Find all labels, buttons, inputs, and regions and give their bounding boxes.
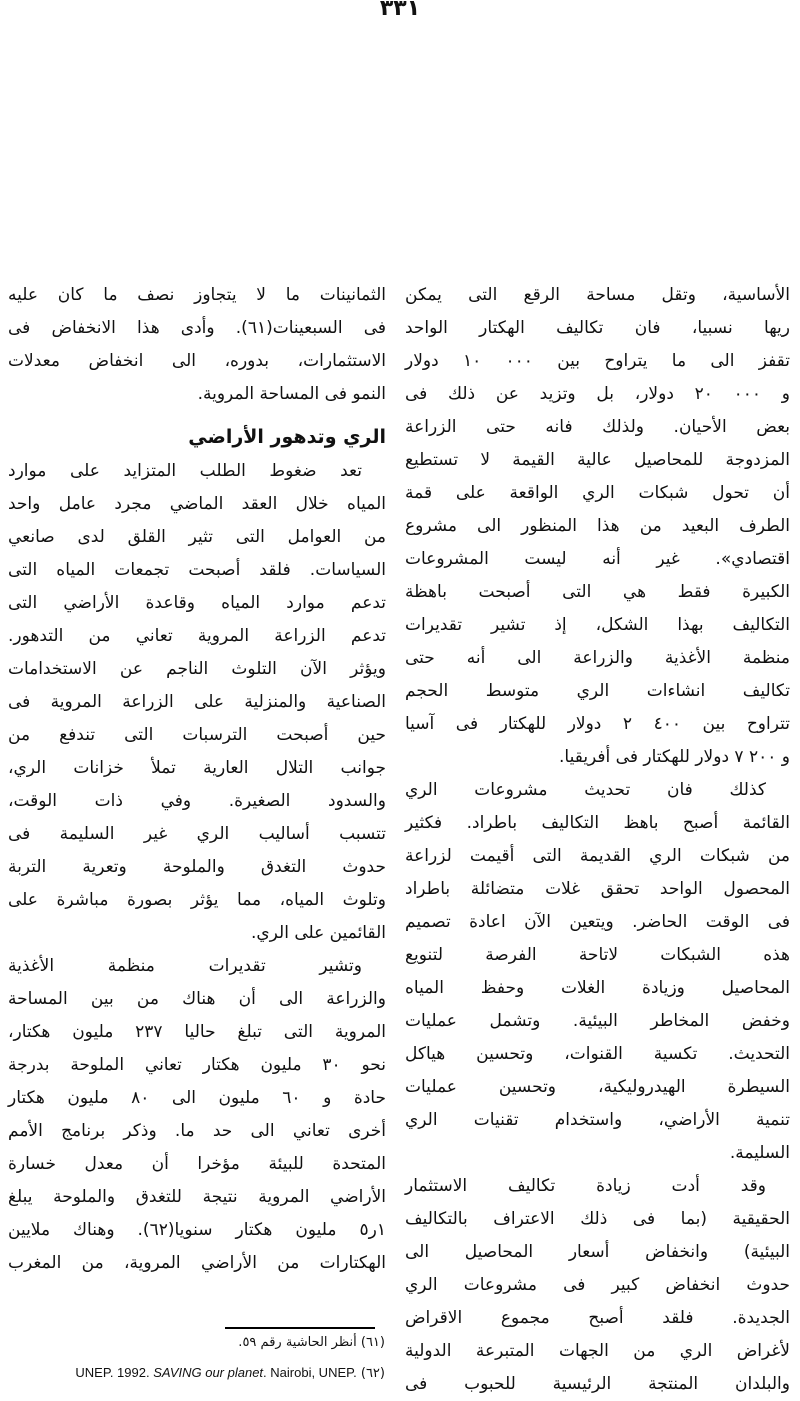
paragraph [8, 950, 386, 1280]
text-line: النمو فى المساحة المروية. [197, 384, 386, 404]
text-line: لأغراض الري من الجهات المتبرعة الدولية [405, 1341, 790, 1361]
text-line: وتشير تقديرات منظمة الأغذية [8, 956, 362, 976]
text-line: بعض الأحيان. ولذلك فانه حتى الزراعة [405, 417, 790, 437]
text-line: المحاصيل وزيادة الغلات وحفظ المياه [405, 978, 790, 998]
text-line: و ٠٠٠ ٢٠ دولار، بل وتزيد عن ذلك فى [405, 384, 791, 404]
citation-publisher: . Nairobi, UNEP. [263, 1365, 357, 1380]
text-line: السليمة. [729, 1143, 790, 1163]
text-line: تعد ضغوط الطلب المتزايد على موارد [8, 461, 362, 481]
paragraph [405, 1170, 790, 1401]
text-line: المتحدة للبيئة مؤخرا أن معدل خسارة [8, 1154, 386, 1174]
citation-title: SAVING our planet [153, 1365, 264, 1380]
text-line: جوانب التلال العارية تملأ خزانات الري، [8, 758, 386, 778]
text-line: أخرى تعاني الى حد ما. وذكر برنامج الأمم [8, 1121, 386, 1141]
text-line: حدوث التغدق والملوحة وتعرية التربة [8, 857, 386, 877]
text-line: الطرف البعيد من هذا المنظور الى مشروع [405, 516, 790, 536]
page-number: ٣٣١ [379, 0, 421, 21]
right-column [405, 279, 790, 1401]
footnote-number: (٦١) [360, 1335, 385, 1350]
text-line: تتسبب أساليب الري غير السليمة فى [8, 824, 386, 844]
text-line: من العوامل التى تثير القلق لدى صانعي [8, 527, 386, 547]
footnote-text: أنظر الحاشية رقم ٥٩. [238, 1335, 357, 1350]
text-line: والزراعة الى أن هناك من بين المساحة [8, 989, 386, 1009]
text-line: تدعم الزراعة المروية تعاني من التدهور. [8, 626, 386, 646]
footnote-divider [225, 1327, 375, 1329]
text-line: والسدود الصغيرة. وفي ذات الوقت، [8, 791, 386, 811]
text-line: منظمة الأغذية والزراعة الى أنه حتى [405, 648, 790, 668]
text-line: الهكتارات من الأراضي المروية، من المغرب [8, 1253, 386, 1273]
text-line: البيئية) وانخفاض أسعار المحاصيل الى [405, 1242, 790, 1262]
text-line: الحقيقية (بما فى ذلك الاعتراف بالتكاليف [405, 1209, 790, 1229]
text-line: التحديث. تكسية القنوات، وتحسين هياكل [405, 1044, 790, 1064]
paragraph [405, 774, 790, 1170]
text-line: وقد أدت زيادة تكاليف الاستثمار [405, 1176, 766, 1196]
section-heading: الري وتدهور الأراضي [188, 426, 386, 448]
text-line: ويؤثر الآن التلوث الناجم عن الاستخدامات [8, 659, 386, 679]
text-line: من شبكات الري القديمة التى أقيمت لزراعة [405, 846, 790, 866]
text-line: القائمين على الري. [250, 923, 386, 943]
text-line: والبلدان المنتجة الرئيسية للحبوب فى [405, 1374, 790, 1394]
text-line: السياسات. فلقد أصبحت تجمعات المياه التى [8, 560, 386, 580]
text-line: التكاليف بهذا الشكل، إذ تشير تقديرات [405, 615, 790, 635]
text-line: هذه الشبكات لاتاحة الفرصة لتنويع [405, 945, 790, 965]
paragraph [405, 279, 790, 774]
text-line: و ٢٠٠ ٧ دولار للهكتار فى أفريقيا. [559, 747, 790, 767]
paragraph [8, 455, 386, 950]
text-line: تتراوح بين ٤٠٠ ٢ دولار للهكتار فى آسيا [405, 714, 790, 734]
text-line: تدعم موارد المياه وقاعدة الأراضي التى [8, 593, 386, 613]
text-line: أن تحول شبكات الري الواقعة على قمة [405, 483, 790, 503]
text-line: الجديدة. فلقد أصبح مجموع الاقراض [405, 1308, 790, 1328]
text-line: الصناعية والمنزلية على الزراعة المروية فى [8, 692, 386, 712]
text-line: المزدوجة للمحاصيل عالية القيمة لا تستطيع [405, 450, 790, 470]
text-line: وخفض المخاطر البيئية. وتشمل عمليات [405, 1011, 790, 1031]
text-line: المروية التى تبلغ حاليا ٢٣٧ مليون هكتار، [8, 1022, 387, 1042]
text-line: الأساسية، وتقل مساحة الرقع التى يمكن [405, 285, 790, 305]
text-line: المحصول الواحد تحقق غلات متضائلة باطراد [405, 879, 790, 899]
text-line: حادة و ٦٠ مليون الى ٨٠ مليون هكتار [8, 1088, 386, 1108]
text-line: المياه خلال العقد الماضي مجرد عامل واحد [8, 494, 386, 514]
text-line: تقفز الى ما يتراوح بين ٠٠٠ ١٠ دولار [405, 351, 791, 371]
text-line: الأراضي المروية نتيجة للتغدق والملوحة يبلغ [8, 1187, 386, 1207]
text-line: نحو ٣٠ مليون هكتار تعاني الملوحة بدرجة [8, 1055, 386, 1075]
text-line: تنمية الأراضي، واستخدام تقنيات الري [405, 1110, 790, 1130]
footnote-61 [238, 1335, 385, 1350]
text-line: ١ر٥ مليون هكتار سنويا(٦٢). وهناك ملايين [8, 1220, 386, 1240]
text-line: الكبيرة فقط هي التى أصبحت باهظة [405, 582, 790, 602]
text-line: ريها نسبيا، فان تكاليف الهكتار الواحد [405, 318, 790, 338]
text-line: حين أصبحت الترسبات التى تندفع من [8, 725, 386, 745]
paragraph [8, 279, 386, 411]
text-line: فى الوقت الحاضر. ويتعين الآن اعادة تصميم [405, 912, 790, 932]
text-line: الثمانينات ما لا يتجاوز نصف ما كان عليه [8, 285, 386, 305]
text-line: فى السبعينات(٦١). وأدى هذا الانخفاض فى [8, 318, 386, 338]
text-line: اقتصادي». غير أنه ليست المشروعات [405, 549, 790, 569]
text-line: الاستثمارات، بدوره، الى انخفاض معدلات [8, 351, 386, 371]
footnote-62 [75, 1365, 385, 1381]
text-line: كذلك فان تحديث مشروعات الري [405, 780, 766, 800]
footnote-citation [75, 1365, 356, 1380]
text-line: القائمة أصبح باهظ التكاليف باطراد. فكثير [405, 813, 790, 833]
text-line: السيطرة الهيدروليكية، وتحسين عمليات [405, 1077, 790, 1097]
text-line: وتلوث المياه، مما يؤثر بصورة مباشرة على [8, 890, 386, 910]
text-line: تكاليف انشاءات الري متوسط الحجم [405, 681, 790, 701]
text-line: حدوث انخفاض كبير فى مشروعات الري [405, 1275, 790, 1295]
footnote-number: (٦٢) [360, 1366, 385, 1381]
citation-author-year: UNEP. 1992. [75, 1365, 154, 1380]
left-column [8, 279, 386, 1280]
